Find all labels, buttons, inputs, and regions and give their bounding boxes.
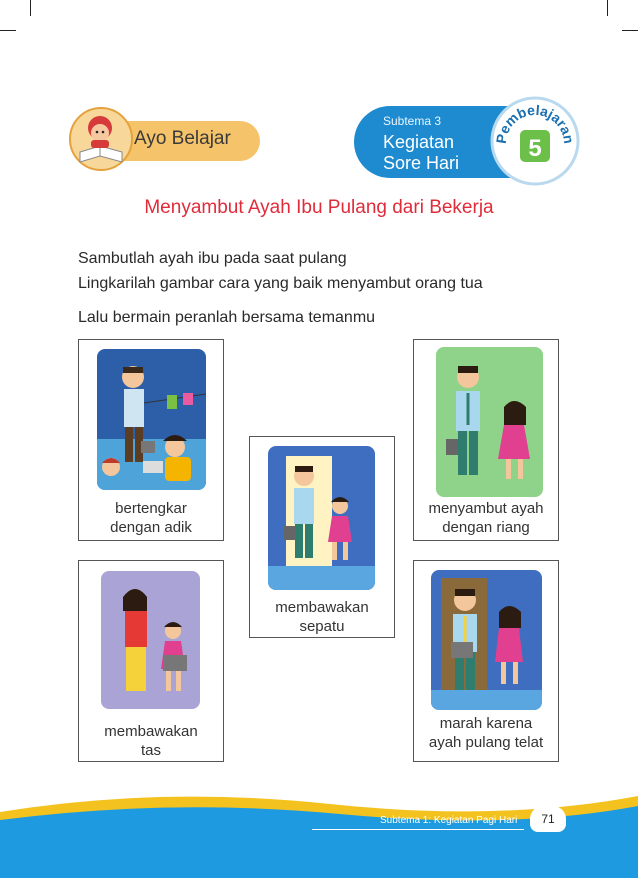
caption-line-2: tas: [140, 742, 161, 759]
caption-line-2: ayah pulang telat: [428, 734, 544, 751]
picture-card-bring-bag[interactable]: [78, 560, 224, 762]
caption-line-1: membawakan: [275, 599, 369, 616]
caption-line-1: membawakan: [104, 723, 198, 740]
reading-child-icon: [66, 106, 136, 172]
crop-mark: [0, 30, 16, 31]
page-number: 71: [530, 806, 566, 832]
page-title: Menyambut Ayah Ibu Pulang dari Bekerja: [144, 197, 494, 218]
instruction-line-1: Sambutlah ayah ibu pada saat pulang: [78, 250, 347, 267]
subtema-title-line2: Sore Hari: [383, 153, 460, 173]
caption-line-2: dengan riang: [442, 519, 530, 536]
subtema-title-line1: Kegiatan: [383, 132, 455, 152]
quarrel-illustration: [97, 349, 206, 490]
instruction-line-3: Lalu bermain peranlah bersama temanmu: [78, 309, 376, 326]
ayo-belajar-label: Ayo Belajar: [134, 128, 231, 149]
footer-rule: [312, 829, 524, 830]
crop-mark: [607, 0, 608, 16]
greet-father-illustration: [436, 347, 543, 497]
crop-mark: [30, 0, 31, 16]
footer-subtema: Subtema 1: Kegiatan Pagi Hari: [380, 815, 518, 826]
caption-line-2: dengan adik: [110, 519, 192, 536]
subtema-label: Subtema 3: [383, 114, 442, 128]
crop-mark: [622, 30, 638, 31]
caption-line-1: bertengkar: [115, 500, 187, 517]
picture-card-angry-late[interactable]: [413, 560, 559, 762]
badge-number: 5: [528, 135, 542, 162]
picture-card-greet-father[interactable]: [413, 339, 559, 541]
caption-line-2: sepatu: [299, 618, 345, 635]
bring-shoes-illustration: [268, 446, 375, 590]
picture-card-quarrel[interactable]: [78, 339, 224, 541]
caption-line-1: marah karena: [439, 715, 533, 732]
instruction-line-2: Lingkarilah gambar cara yang baik menyambut orang tua: [78, 275, 483, 292]
picture-card-bring-shoes[interactable]: [249, 436, 395, 638]
badge-word-path: Pembelajaran: [492, 101, 578, 145]
bring-bag-illustration: [101, 571, 200, 709]
footer-wave: [0, 784, 638, 885]
pembelajaran-badge: [490, 96, 580, 186]
caption-line-1: menyambut ayah: [428, 500, 544, 517]
angry-late-illustration: [431, 570, 542, 710]
